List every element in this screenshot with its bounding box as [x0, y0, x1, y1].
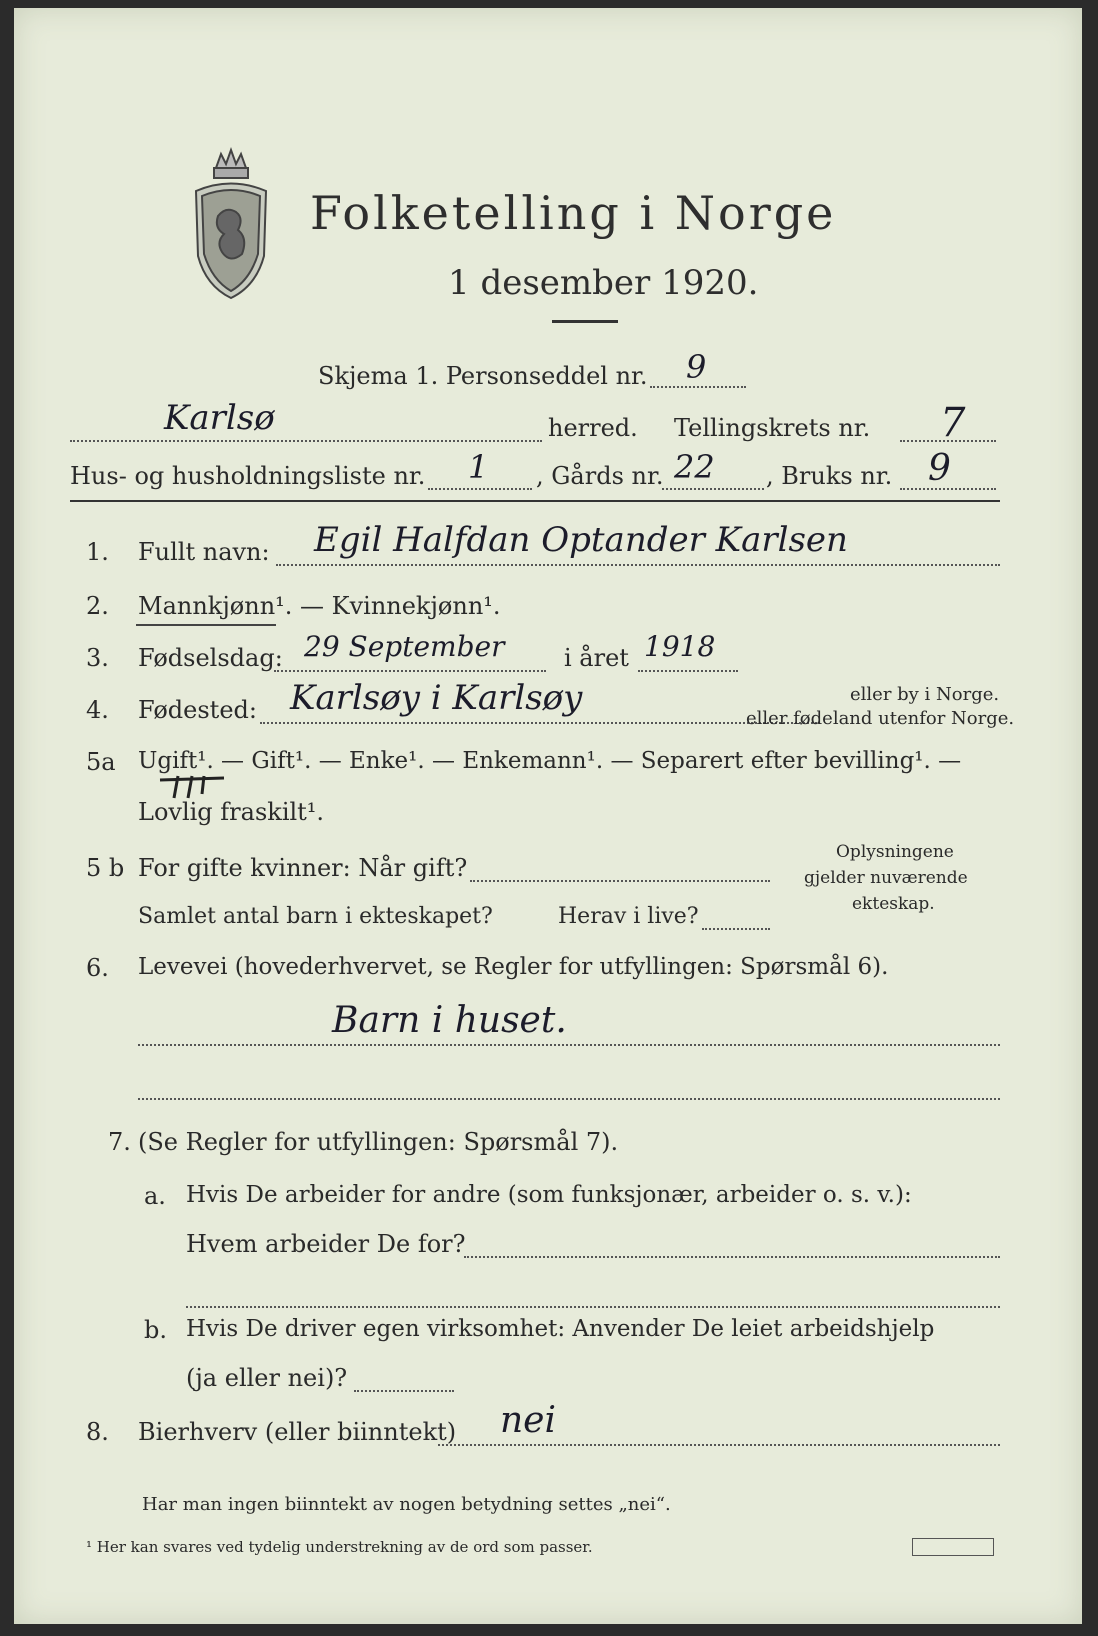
q5b-number: 5 b [86, 854, 125, 882]
marital-status-options: Ugift¹. — Gift¹. — Enke¹. — Enkemann¹. — Separert efter bevilling¹. — [138, 748, 962, 774]
side-income-value[interactable]: nei [500, 1400, 557, 1441]
birthday-value[interactable]: 29 September [304, 630, 505, 663]
q6-line-1 [138, 1044, 1000, 1046]
q5b-alive-line [702, 928, 770, 930]
q2-number: 2. [86, 592, 109, 620]
q5a-number: 5a [86, 748, 116, 776]
q7a-label: Hvis De arbeider for andre (som funksjonær, arbeider o. s. v.): [186, 1182, 912, 1208]
gender-underline-mark [136, 624, 276, 626]
q7b-number: b. [144, 1316, 167, 1344]
skjema-label: Skjema 1. Personseddel nr. [318, 362, 648, 390]
full-name-value[interactable]: Egil Halfdan Optander Karlsen [314, 520, 848, 560]
q1-number: 1. [86, 538, 109, 566]
q7-number: 7. [108, 1128, 131, 1156]
q7b-yesno-label: (ja eller nei)? [186, 1364, 348, 1392]
skjema-line [650, 386, 746, 388]
q5b-line [470, 880, 770, 882]
birth-year-value[interactable]: 1918 [644, 630, 716, 663]
q7-label: (Se Regler for utfyllingen: Spørsmål 7). [138, 1128, 619, 1156]
footnote: ¹ Her kan svares ved tydelig understrekning av de ord som passer. [86, 1538, 593, 1556]
q3-label: Fødselsdag: [138, 644, 283, 672]
marital-status-divorced: Lovlig fraskilt¹. [138, 798, 325, 826]
birthplace-value[interactable]: Karlsøy i Karlsøy [290, 678, 583, 718]
q6-number: 6. [86, 954, 109, 982]
gender-options: Mannkjønn¹. — Kvinnekjønn¹. [138, 592, 501, 620]
q4-line [260, 722, 820, 724]
norwegian-coat-of-arms-icon [186, 146, 276, 301]
q7b-line [354, 1390, 454, 1392]
hus-label: Hus- og husholdningsliste nr. [70, 462, 426, 490]
hus-value[interactable]: 1 [468, 448, 489, 486]
gards-label: , Gårds nr. [536, 462, 664, 490]
census-form-sheet [14, 8, 1082, 1624]
herred-line [70, 440, 542, 442]
year-line [638, 670, 738, 672]
herred-value[interactable]: Karlsø [164, 398, 275, 438]
q4-number: 4. [86, 696, 109, 724]
gards-value[interactable]: 22 [674, 448, 715, 486]
printer-stamp [912, 1538, 994, 1556]
q8-label: Bierhverv (eller biinntekt) [138, 1418, 457, 1446]
footer-note: Har man ingen biinntekt av nogen betydning settes „nei“. [142, 1494, 671, 1515]
herred-label: herred. [548, 414, 638, 442]
title-divider [552, 320, 618, 323]
q8-line [438, 1444, 1000, 1446]
q3-line [274, 670, 546, 672]
census-date: 1 desember 1920. [448, 263, 759, 303]
q5b-alive-label: Herav i live? [558, 904, 699, 929]
q7b-label: Hvis De driver egen virksomhet: Anvender De leiet arbeidshjelp [186, 1316, 935, 1342]
bruks-label: , Bruks nr. [766, 462, 893, 490]
q7a-line-1 [464, 1256, 1000, 1258]
birthplace-note-2: eller fødeland utenfor Norge. [746, 708, 1015, 729]
header-rule [70, 500, 1000, 502]
q5b-note-2: gjelder nuværende [804, 868, 968, 888]
birthplace-note-1: eller by i Norge. [850, 684, 1000, 705]
bruks-value[interactable]: 9 [928, 448, 951, 489]
occupation-value[interactable]: Barn i huset. [332, 1000, 567, 1041]
q5b-label: For gifte kvinner: Når gift? [138, 854, 468, 882]
form-title: Folketelling i Norge [310, 186, 837, 240]
q7a-line-2 [186, 1306, 1000, 1308]
q8-number: 8. [86, 1418, 109, 1446]
gards-line [662, 488, 764, 490]
q5b-note-3: ekteskap. [852, 894, 935, 914]
q7a-number: a. [144, 1182, 166, 1210]
q3-number: 3. [86, 644, 109, 672]
q6-label: Levevei (hovederhvervet, se Regler for utfyllingen: Spørsmål 6). [138, 954, 889, 980]
year-label: i året [564, 644, 629, 672]
q6-line-2 [138, 1098, 1000, 1100]
q1-line [276, 564, 1000, 566]
hus-line [428, 488, 532, 490]
tellingskrets-label: Tellingskrets nr. [674, 414, 871, 442]
q5b-children-label: Samlet antal barn i ekteskapet? [138, 904, 493, 929]
tellingskrets-value[interactable]: 7 [940, 400, 966, 446]
q4-label: Fødested: [138, 696, 257, 724]
skjema-value[interactable]: 9 [686, 348, 707, 386]
q7a-employer-label: Hvem arbeider De for? [186, 1230, 466, 1258]
q5b-note-1: Oplysningene [836, 842, 954, 862]
q1-label: Fullt navn: [138, 538, 270, 566]
